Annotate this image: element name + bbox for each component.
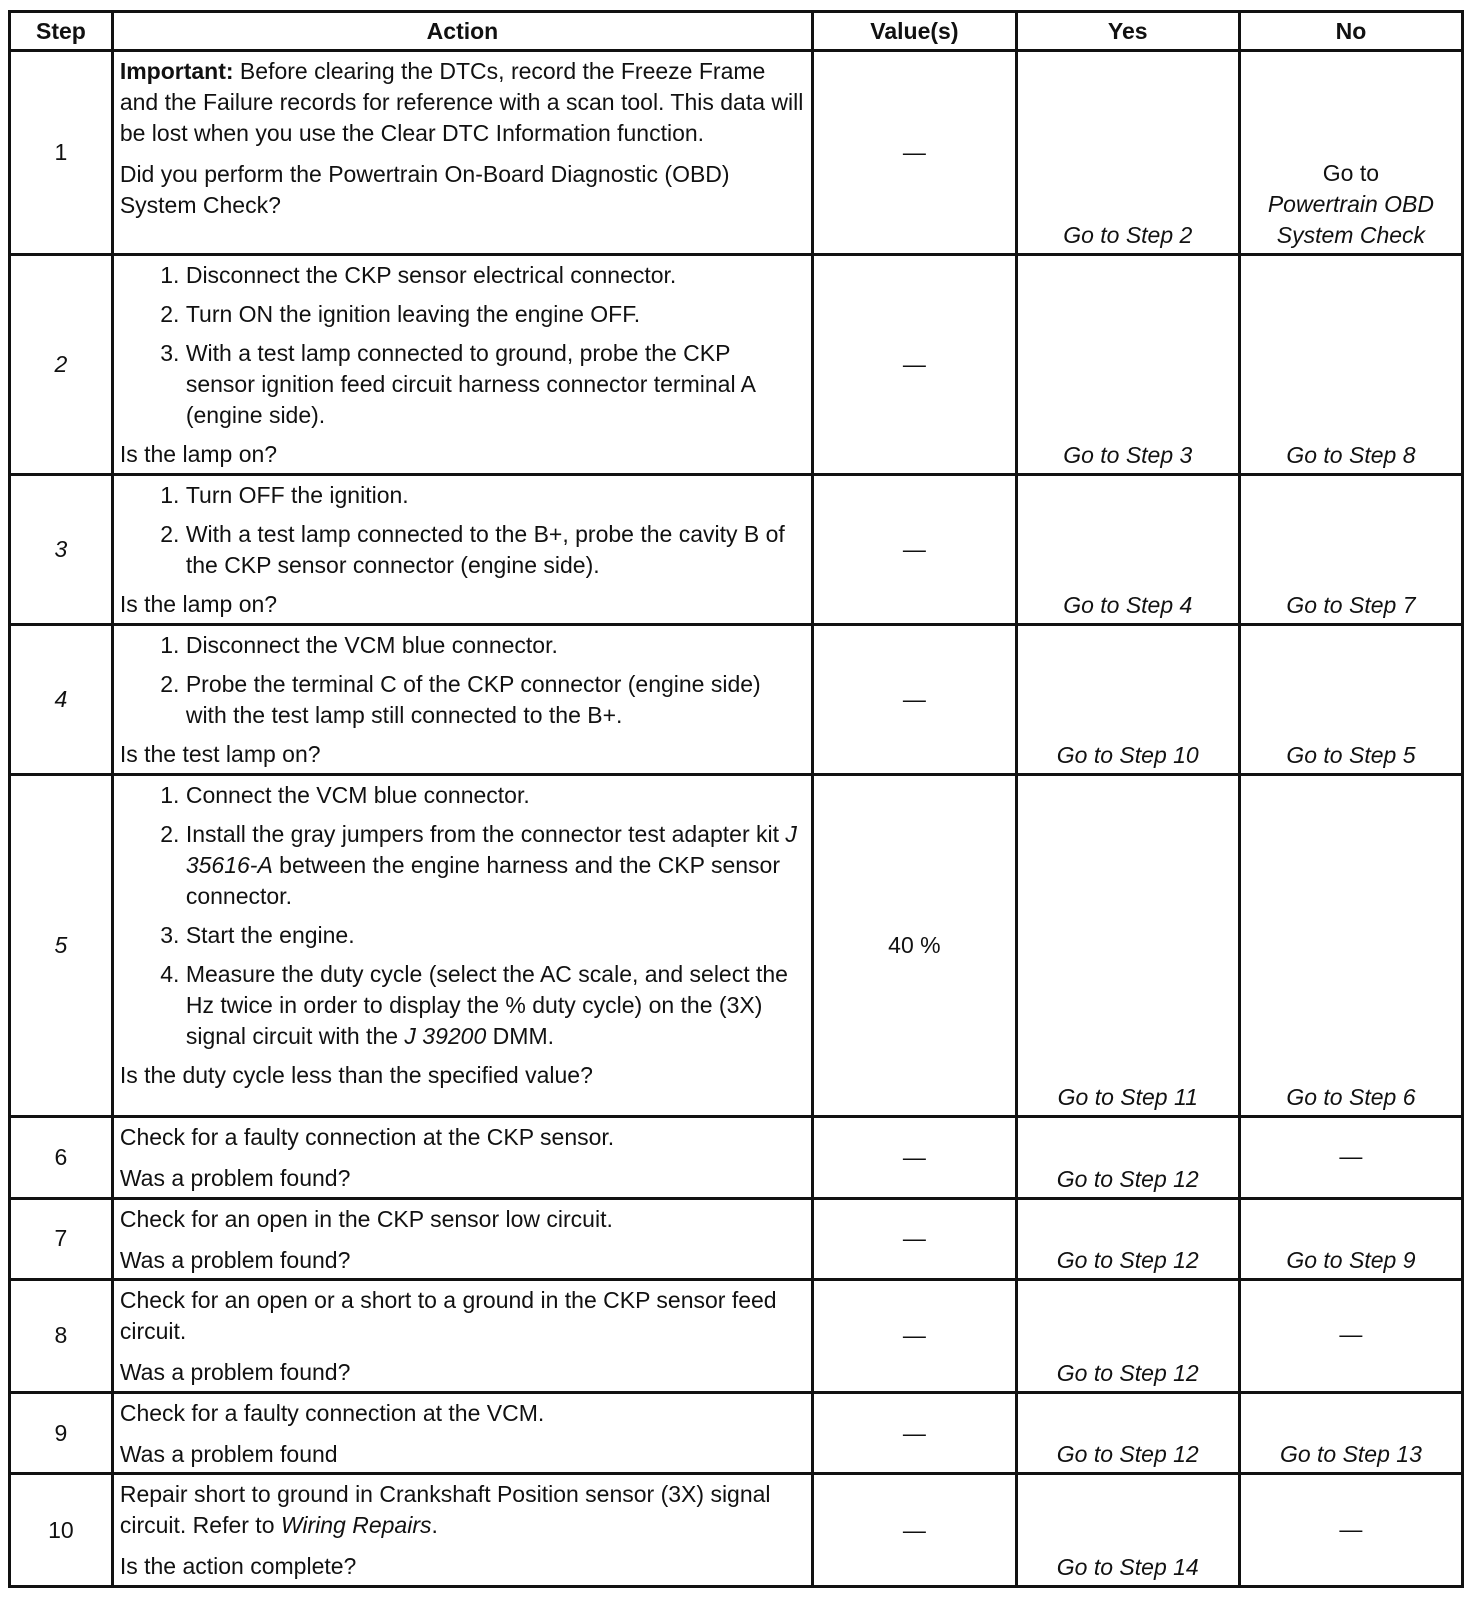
header-action: Action [112, 12, 812, 51]
no-link[interactable]: Go to Step 13 [1239, 1392, 1462, 1473]
header-no: No [1239, 12, 1462, 51]
question: Is the lamp on? [119, 441, 278, 468]
item-text: Install the gray jumpers from the connector test adapter kit [185, 821, 786, 848]
question: Is the duty cycle less than the specified value? [119, 1062, 593, 1089]
value-cell: — [813, 475, 1017, 625]
header-row [10, 12, 1463, 51]
text: . [431, 1512, 438, 1539]
yes-link[interactable]: Go to Step 2 [1016, 51, 1239, 255]
no-cell: — [1239, 1117, 1462, 1198]
no-cell: — [1239, 1474, 1462, 1587]
action-text [120, 1479, 805, 1541]
question: Did you perform the Powertrain On-Board Diagnostic (OBD) System Check? [119, 161, 730, 218]
table-row [10, 775, 1463, 1117]
step-number: 2 [10, 255, 113, 475]
step-number: 4 [10, 625, 113, 775]
yes-link[interactable]: Go to Step 3 [1016, 255, 1239, 475]
action-cell [112, 775, 812, 1117]
action-cell [112, 1198, 812, 1279]
question: Is the action complete? [119, 1553, 357, 1580]
action-text: Check for an open in the CKP sensor low circuit. [119, 1205, 613, 1232]
list-item: 2. Probe the terminal C of the CKP connector (engine side) with the test lamp still connected to the B+. [186, 669, 805, 731]
action-cell [112, 1117, 812, 1198]
step-number: 1 [10, 51, 113, 255]
value-cell: — [813, 1117, 1017, 1198]
list-item [186, 819, 805, 912]
yes-link[interactable]: Go to Step 10 [1016, 625, 1239, 775]
action-cell [112, 625, 812, 775]
step-number: 6 [10, 1117, 113, 1198]
no-link[interactable]: Go to Step 8 [1239, 255, 1462, 475]
yes-link[interactable]: Go to Step 12 [1016, 1117, 1239, 1198]
item-text: between the engine harness and the CKP sensor connector. [185, 852, 780, 910]
step-number: 10 [10, 1474, 113, 1587]
no-link[interactable]: Go to Step 6 [1239, 775, 1462, 1117]
step-number: 3 [10, 475, 113, 625]
tool-ref: J 39200 [404, 1023, 487, 1050]
step-number: 5 [10, 775, 113, 1117]
no-cell: — [1239, 1280, 1462, 1393]
action-cell [112, 1392, 812, 1473]
yes-link[interactable]: Go to Step 14 [1016, 1474, 1239, 1587]
question: Is the test lamp on? [119, 741, 321, 768]
list-item: 1. Disconnect the VCM blue connector. [186, 630, 805, 661]
value-cell: — [813, 51, 1017, 255]
table-row [10, 1392, 1463, 1473]
action-cell [112, 1474, 812, 1587]
step-number: 9 [10, 1392, 113, 1473]
table-row [10, 51, 1463, 255]
table-row [10, 1117, 1463, 1198]
list-item: 1. Turn OFF the ignition. [186, 480, 805, 511]
yes-link[interactable]: Go to Step 12 [1016, 1392, 1239, 1473]
list-item: 1. Disconnect the CKP sensor electrical connector. [186, 260, 805, 291]
list-item: 2. With a test lamp connected to the B+, probe the cavity B of the CKP sensor connector (engine side). [186, 519, 805, 581]
action-text: Check for an open or a short to a ground in the CKP sensor feed circuit. [119, 1287, 777, 1345]
step-number: 7 [10, 1198, 113, 1279]
item-text: Measure the duty cycle (select the AC scale, and select the Hz twice in order to display the % duty cycle) on the (3X) signal circuit with the [185, 961, 788, 1050]
action-list [120, 480, 805, 581]
tool-ref: J 35616-A [185, 821, 797, 879]
important-label: Important: [119, 58, 234, 84]
diagnostic-table [8, 10, 1464, 1588]
yes-link[interactable]: Go to Step 11 [1016, 775, 1239, 1117]
action-cell [112, 255, 812, 475]
yes-link[interactable]: Go to Step 4 [1016, 475, 1239, 625]
question: Was a problem found? [119, 1246, 351, 1273]
action-text: Check for a faulty connection at the VCM. [119, 1399, 545, 1426]
no-link-obd[interactable]: Powertrain OBD [1267, 191, 1434, 218]
table-row [10, 1198, 1463, 1279]
text: Repair short to ground in Crankshaft Position sensor (3X) signal circuit. Refer to [119, 1481, 771, 1539]
no-link-system-check[interactable]: System Check [1276, 222, 1426, 249]
no-cell [1239, 51, 1462, 255]
yes-link[interactable]: Go to Step 12 [1016, 1280, 1239, 1393]
list-item: 3. With a test lamp connected to ground, probe the CKP sensor ignition feed circuit harness connector terminal A (engine side). [186, 338, 805, 431]
action-cell [112, 1280, 812, 1393]
table-row [10, 255, 1463, 475]
value-cell: — [813, 625, 1017, 775]
value-cell: — [813, 1198, 1017, 1279]
no-link[interactable]: Go to Step 9 [1239, 1198, 1462, 1279]
important-text: Before clearing the DTCs, record the Freeze Frame and the Failure records for reference with a scan tool. This data will be lost when you use the Clear DTC Information function. [119, 58, 804, 146]
table-row [10, 1280, 1463, 1393]
table-row [10, 475, 1463, 625]
value-cell: — [813, 255, 1017, 475]
list-item: 1. Connect the VCM blue connector. [186, 780, 805, 811]
header-values: Value(s) [813, 12, 1017, 51]
value-cell: — [813, 1280, 1017, 1393]
question: Was a problem found? [119, 1165, 351, 1192]
wiring-repairs-link[interactable]: Wiring Repairs [280, 1512, 432, 1539]
header-yes: Yes [1016, 12, 1239, 51]
yes-link[interactable]: Go to Step 12 [1016, 1198, 1239, 1279]
header-step: Step [10, 12, 113, 51]
question: Was a problem found [119, 1440, 338, 1467]
question: Was a problem found? [119, 1359, 351, 1386]
item-text: DMM. [486, 1023, 554, 1050]
action-list [120, 260, 805, 431]
no-link[interactable]: Go to Step 5 [1239, 625, 1462, 775]
list-item: 3. Start the engine. [186, 920, 805, 951]
action-list [120, 630, 805, 731]
important-note [120, 56, 805, 149]
value-cell: — [813, 1392, 1017, 1473]
action-list [120, 780, 805, 1052]
action-text: Check for a faulty connection at the CKP sensor. [119, 1124, 615, 1151]
step-number: 8 [10, 1280, 113, 1393]
table-row [10, 1474, 1463, 1587]
no-link[interactable]: Go to Step 7 [1239, 475, 1462, 625]
question: Is the lamp on? [119, 591, 278, 618]
value-cell: 40 % [813, 775, 1017, 1117]
list-item: 2. Turn ON the ignition leaving the engine OFF. [186, 299, 805, 330]
value-cell: — [813, 1474, 1017, 1587]
action-cell [112, 51, 812, 255]
action-cell [112, 475, 812, 625]
no-prefix: Go to [1322, 160, 1380, 187]
list-item [186, 959, 805, 1052]
table-row [10, 625, 1463, 775]
